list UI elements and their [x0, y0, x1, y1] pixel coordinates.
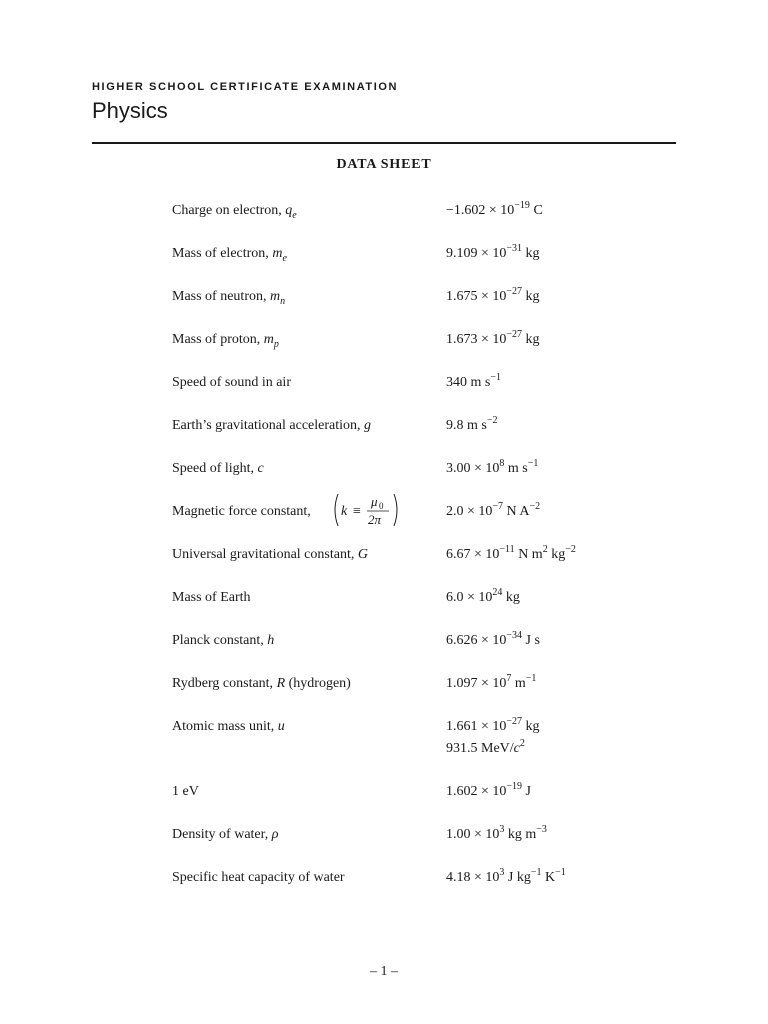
constant-label: Mass of proton, $m_p$ — [172, 332, 279, 350]
constant-value: 340 m $s^{-1}$ — [446, 372, 501, 390]
svg-text:2π: 2π — [368, 512, 382, 527]
constant-label: 1 eV — [172, 784, 199, 799]
sheet-heading: DATA SHEET — [336, 157, 432, 172]
constant-value: $6.626 \times 10^{-34}$ J s — [446, 630, 540, 648]
constant-value: $1.097 \times 10^7$ $m^{-1}$ — [446, 673, 537, 691]
constant-value: $1.675 \times 10^{-27}$ kg — [446, 286, 540, 304]
constant-value: $6.0 \times 10^{24}$ kg — [446, 587, 520, 605]
constant-row-speed-of-light — [172, 459, 672, 489]
constant-row-specific-heat-capacity — [172, 868, 672, 898]
exam-title: HIGHER SCHOOL CERTIFICATE EXAMINATION — [92, 81, 399, 93]
constant-row-charge-on-electron — [172, 201, 672, 231]
constant-label: Speed of light, c — [172, 461, 264, 476]
constant-value: $2.0 \times 10^{-7}$ N $A^{-2}$ — [446, 501, 541, 519]
header-divider — [92, 142, 676, 144]
constant-label: Mass of electron, $m_e$ — [172, 246, 287, 264]
subject-title: Physics — [92, 98, 168, 123]
constant-row-mass-of-proton — [172, 330, 672, 360]
constant-value: 9.8 m $s^{-2}$ — [446, 415, 498, 433]
constant-row-atomic-mass-unit — [172, 717, 672, 763]
constant-row-magnetic-force-constant — [172, 494, 672, 532]
constant-row-gravitational-acceleration — [172, 416, 672, 446]
constant-row-speed-of-sound — [172, 373, 672, 403]
constant-label: Mass of Earth — [172, 590, 251, 605]
constant-label: Rydberg constant, R (hydrogen) — [172, 676, 351, 691]
constant-value-alt: 931.5 MeV/$c^2$ — [446, 738, 525, 756]
constant-value: $3.00 \times 10^8$ m $s^{-1}$ — [446, 458, 539, 476]
constant-label: Density of water, ρ — [172, 827, 279, 842]
constant-value: $1.602 \times 10^{-19}$ J — [446, 781, 531, 799]
constant-value: $1.673 \times 10^{-27}$ kg — [446, 329, 540, 347]
constant-value: $1.661 \times 10^{-27}$ kg — [446, 716, 540, 734]
constant-row-mass-of-neutron — [172, 287, 672, 317]
constant-label: Earth’s gravitational acceleration, g — [172, 418, 372, 433]
constant-value: $-1.602 \times 10^{-19}$ C — [446, 200, 543, 218]
svg-text:μ: μ — [371, 494, 378, 509]
magnetic-constant-formula — [332, 492, 402, 528]
constant-row-density-of-water — [172, 825, 672, 855]
constant-value: $6.67 \times 10^{-11}$ N $m^2$ $kg^{-2}$ — [446, 544, 576, 562]
constant-row-mass-of-electron — [172, 244, 672, 274]
svg-text:≡: ≡ — [353, 504, 361, 519]
constant-label: Universal gravitational constant, G — [172, 547, 368, 562]
constant-label: Atomic mass unit, u — [172, 719, 285, 734]
constant-row-rydberg-constant — [172, 674, 672, 704]
constant-value: $9.109 \times 10^{-31}$ kg — [446, 243, 540, 261]
constant-label: Charge on electron, $q_e$ — [172, 203, 297, 221]
constant-label: Speed of sound in air — [172, 375, 291, 390]
constant-row-electron-volt — [172, 782, 672, 812]
constant-label: Specific heat capacity of water — [172, 870, 345, 885]
constant-value: $1.00 \times 10^3$ kg $m^{-3}$ — [446, 824, 547, 842]
constant-value: $4.18 \times 10^3$ J $kg^{-1}$ $K^{-1}$ — [446, 867, 566, 885]
svg-text:0: 0 — [379, 501, 384, 511]
svg-text:k: k — [341, 504, 348, 519]
constant-label: Planck constant, h — [172, 633, 275, 648]
page-number: – 1 – — [370, 964, 398, 979]
constant-row-mass-of-earth — [172, 588, 672, 618]
constant-row-planck-constant — [172, 631, 672, 661]
constant-label: Mass of neutron, $m_n$ — [172, 289, 286, 307]
constant-label: Magnetic force constant, — [172, 504, 311, 519]
constant-row-gravitational-constant — [172, 545, 672, 575]
